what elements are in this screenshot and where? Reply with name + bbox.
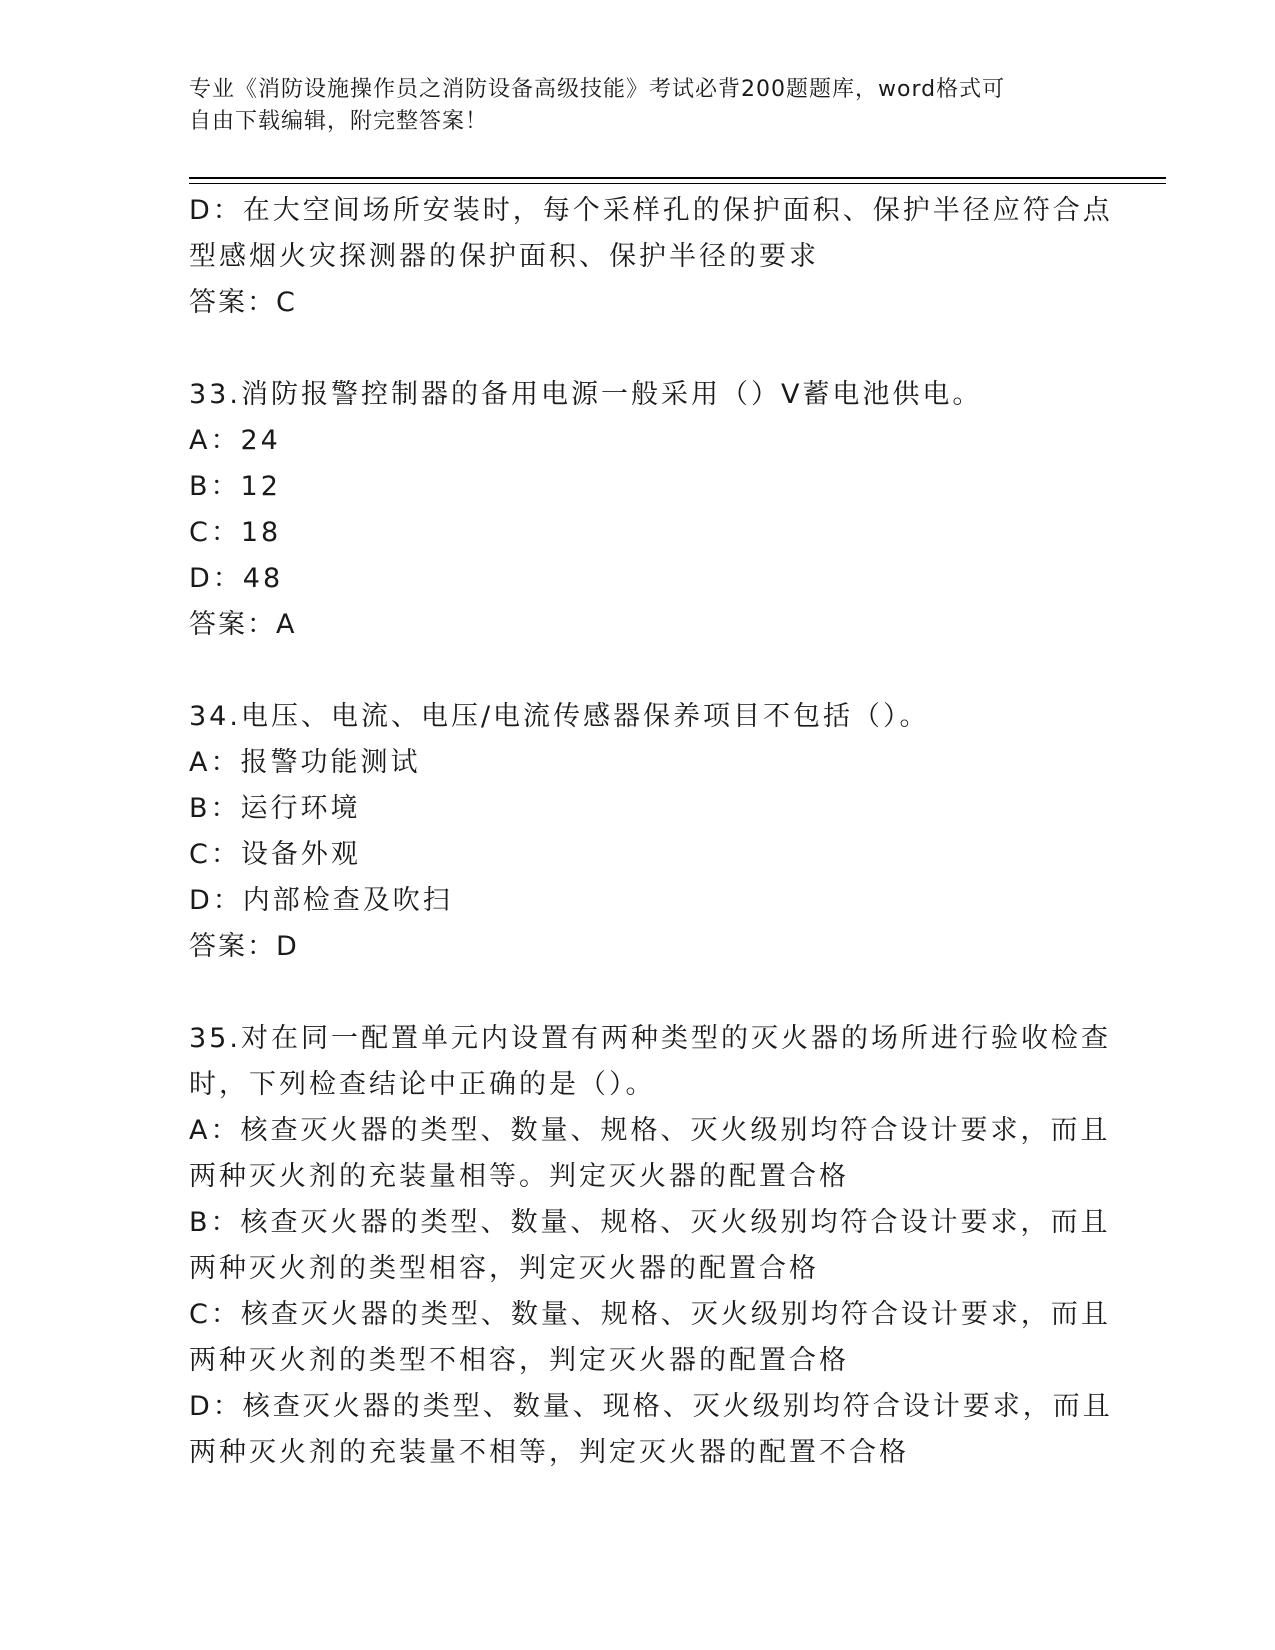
option-a: 两种灭火剂的充装量相等。判定灭火器的配置合格 [189, 1161, 849, 1192]
document-header [189, 74, 1089, 138]
option-d: D：48 [189, 563, 284, 594]
option-d: D：核查灭火器的类型、数量、现格、灭火级别均符合设计要求，而且 [189, 1391, 1113, 1422]
question-gap [189, 326, 1089, 372]
question-gap [189, 648, 1089, 694]
answer: 答案：A [189, 609, 297, 640]
option-text: D：在大空间场所安装时，每个采样孔的保护面积、保护半径应符合点 [189, 195, 1113, 226]
option-text: 型感烟火灾探测器的保护面积、保护半径的要求 [189, 241, 819, 272]
option-c: C：18 [189, 517, 282, 548]
question-stem: 时，下列检查结论中正确的是（）。 [189, 1069, 656, 1100]
option-d: 两种灭火剂的充装量不相等，判定灭火器的配置不合格 [189, 1437, 909, 1468]
question-stem: 33.消防报警控制器的备用电源一般采用（）V蓄电池供电。 [189, 379, 983, 410]
option-d: D：内部检查及吹扫 [189, 885, 453, 916]
option-c: C：核查灭火器的类型、数量、规格、灭火级别均符合设计要求，而且 [189, 1299, 1111, 1330]
question-34 [189, 694, 1089, 970]
option-a: A：报警功能测试 [189, 747, 421, 778]
option-a: A：核查灭火器的类型、数量、规格、灭火级别均符合设计要求，而且 [189, 1115, 1111, 1146]
answer: 答案：D [189, 931, 299, 962]
question-content [189, 188, 1113, 1476]
question-stem: 34.电压、电流、电压/电流传感器保养项目不包括（）。 [189, 701, 930, 732]
question-gap [189, 970, 1089, 1016]
question-stem: 35.对在同一配置单元内设置有两种类型的灭火器的场所进行验收检查 [189, 1023, 1111, 1054]
prev-question-option-d [189, 188, 1113, 280]
option-b: 两种灭火剂的类型相容，判定灭火器的配置合格 [189, 1253, 819, 1284]
option-c: 两种灭火剂的类型不相容，判定灭火器的配置合格 [189, 1345, 849, 1376]
option-b: B：运行环境 [189, 793, 361, 824]
question-35 [189, 1016, 1113, 1476]
header-line-1: 专业《消防设施操作员之消防设备高级技能》考试必背200题题库，word格式可 [189, 77, 1006, 102]
header-rule-thin [189, 183, 1166, 184]
option-b: B：12 [189, 471, 281, 502]
option-c: C：设备外观 [189, 839, 361, 870]
header-line-2: 自由下载编辑，附完整答案！ [189, 109, 489, 134]
option-b: B：核查灭火器的类型、数量、规格、灭火级别均符合设计要求，而且 [189, 1207, 1111, 1238]
prev-question-answer: 答案：C [189, 287, 297, 318]
question-33 [189, 372, 1089, 648]
header-rule-thick [189, 177, 1166, 179]
option-a: A：24 [189, 425, 281, 456]
